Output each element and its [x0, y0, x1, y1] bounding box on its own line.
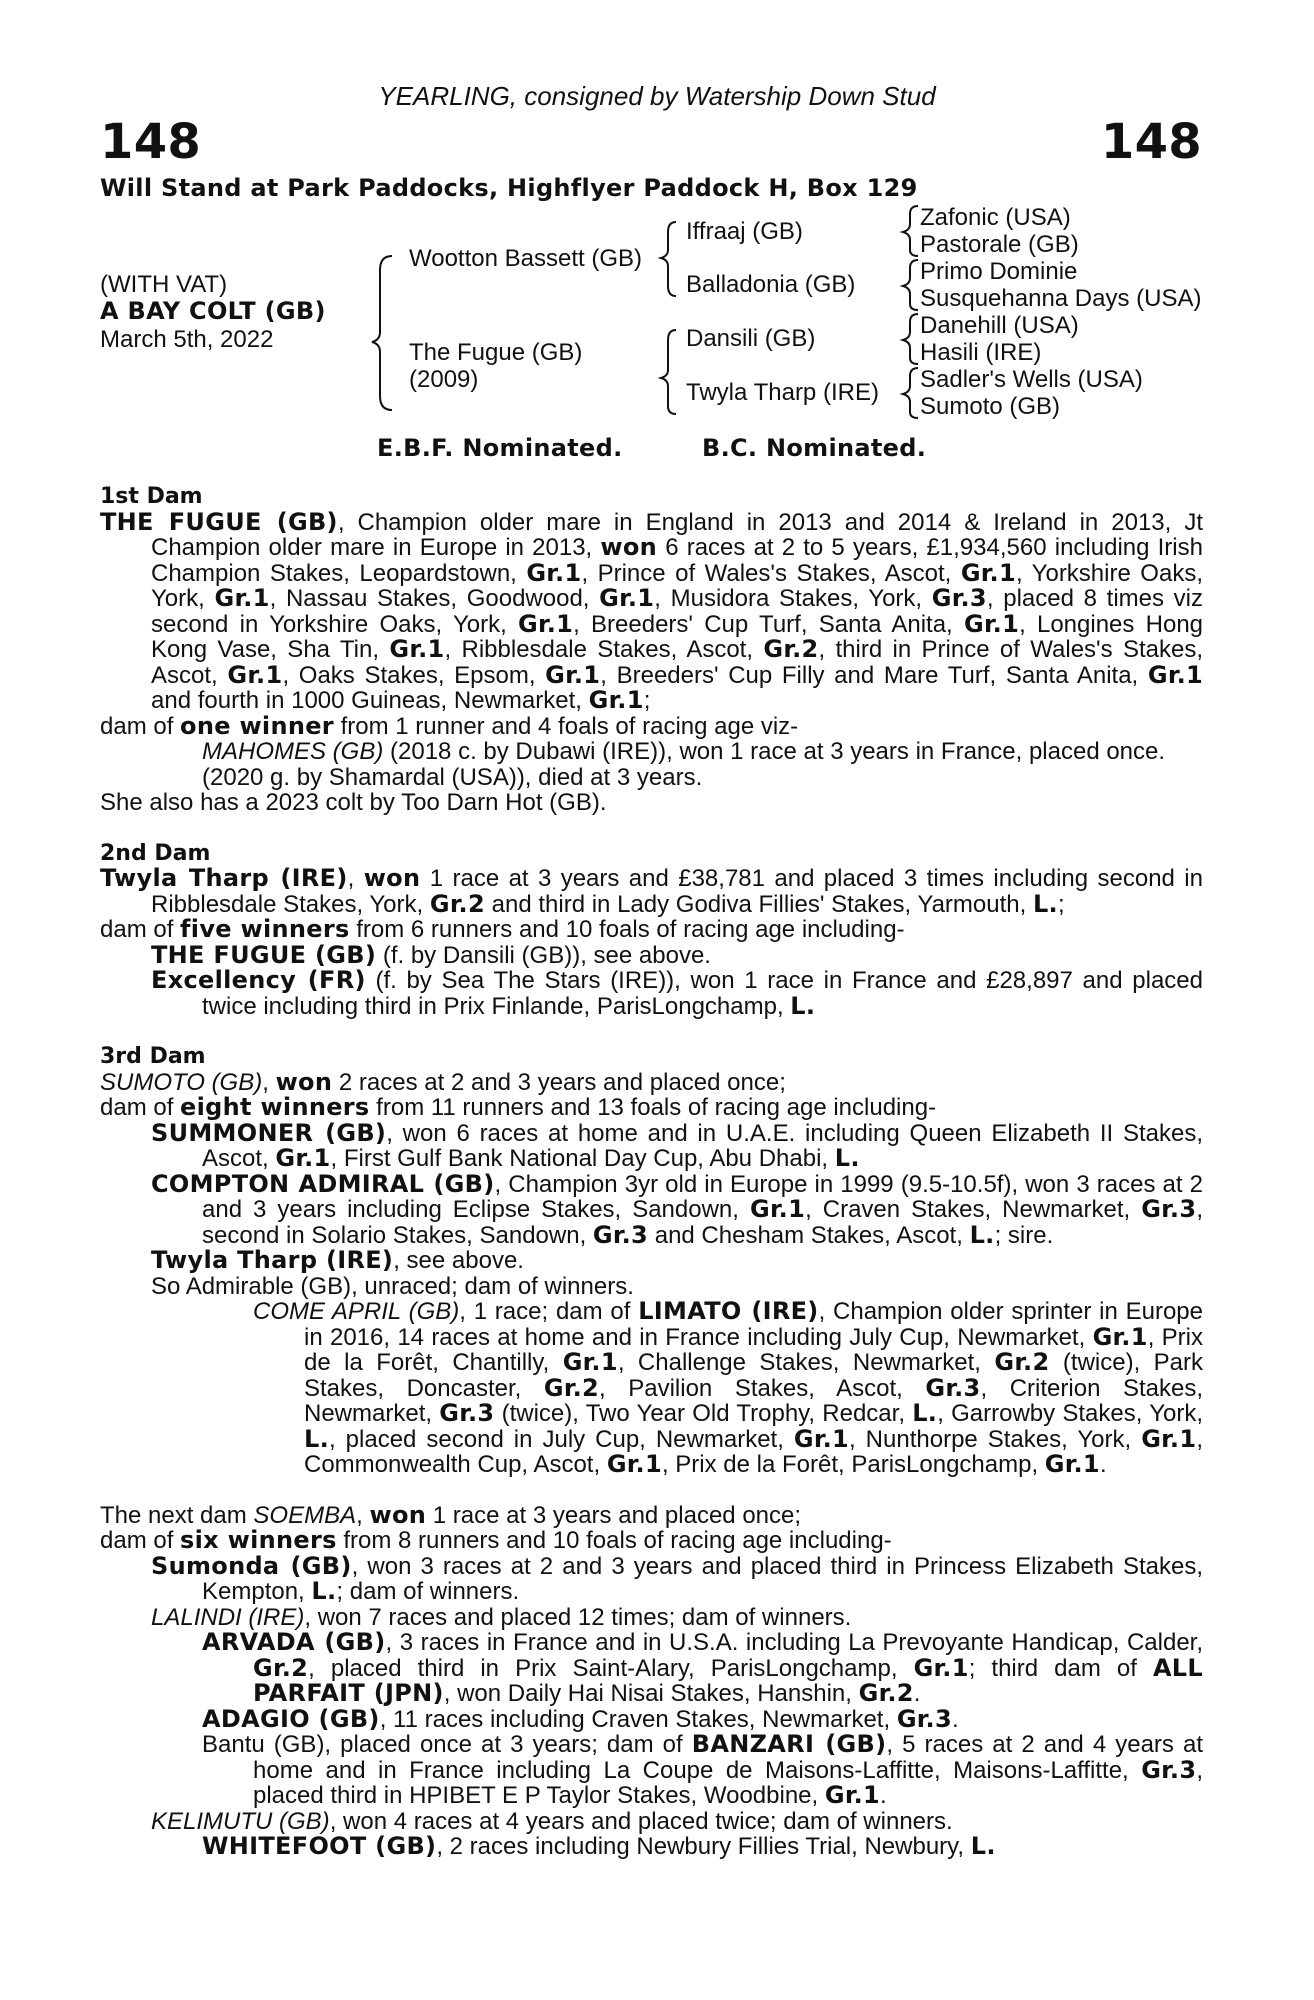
second-dam-produce-summary: dam of five winners from 6 runners and 10 foals of racing age including- [100, 915, 905, 943]
vat-note: (WITH VAT) [100, 271, 228, 298]
third-dam-progeny-summoner: SUMMONER (GB), won 6 races at home and in U.A.E. including Queen Elizabeth II Stakes, Ascot, Gr.1, First Gulf Bank National Day Cup, Abu Dhabi, L. [151, 1118, 1204, 1172]
dam-dam: Twyla Tharp (IRE) [686, 379, 879, 406]
third-dam-entry: SUMOTO (GB), won 2 races at 2 and 3 years and placed once; [100, 1067, 786, 1096]
next-dam-progeny-lalindi: LALINDI (IRE), won 7 races and placed 12 times; dam of winners. [151, 1603, 852, 1631]
third-dam-progeny-twyla: Twyla Tharp (IRE), see above. [151, 1246, 524, 1274]
first-dam-also: She also has a 2023 colt by Too Darn Hot (GB). [100, 789, 607, 816]
dam-bracket [661, 330, 676, 414]
dam-name: The Fugue (GB) [409, 339, 583, 366]
third-dam-progeny-so-admirable: So Admirable (GB), unraced; dam of winners. [151, 1272, 634, 1300]
lot-number-right: 148 [1100, 114, 1202, 170]
next-dam-produce-summary: dam of six winners from 8 runners and 10 foals of racing age including- [100, 1526, 892, 1554]
bc-nominated: B.C. Nominated. [702, 434, 927, 462]
sire-bracket [661, 222, 676, 296]
next-dam-progeny-arvada: ARVADA (GB), 3 races in France and in U.S.A. including La Prevoyante Handicap, Calder, Gr.2, placed third in Prix Saint-Alary, ParisLongchamp, Gr.1; third dam of ALL PARFAIT (JPN), won Daily Hai Nisai Stakes, Hanshin, Gr.2. [202, 1628, 1204, 1707]
third-dam-progeny-compton: COMPTON ADMIRAL (GB), Champion 3yr old in Europe in 1999 (9.5-10.5f), won 3 races at 2 and 3 years including Eclipse Stakes, Sandown, Gr.1, Craven Stakes, Newmarket, Gr.3, second in Solario Stakes, Sandown, Gr.3 and Chesham Stakes, Ascot, L.; sire. [151, 1169, 1203, 1249]
g4-bracket [903, 368, 918, 418]
first-dam-name: THE FUGUE (GB) [100, 507, 338, 536]
ancestor-3: Primo Dominie [920, 258, 1078, 285]
ancestor-2: Pastorale (GB) [920, 231, 1079, 258]
ancestor-4: Susquehanna Days (USA) [920, 285, 1202, 312]
foaling-date: March 5th, 2022 [100, 326, 274, 353]
consignor-caption: YEARLING, consigned by Watership Down Stud [378, 81, 936, 111]
next-dam-progeny-kelimutu: KELIMUTU (GB), won 4 races at 4 years and placed twice; dam of winners. [151, 1807, 953, 1835]
first-dam-progeny-2: (2020 g. by Shamardal (USA)), died at 3 years. [202, 763, 703, 791]
first-dam-entry: THE FUGUE (GB), Champion older mare in England in 2013 and 2014 & Ireland in 2013, Jt Champion older mare in Europe in 2013, won 6 races at 2 to 5 years, £1,934,560 including Irish Champion Stakes, Leopardstown, Gr.1, Prince of Wales's Stakes, Ascot, Gr.1, Yorkshire Oaks, York, Gr.1, Nassau Stakes, Goodwood, Gr.1, Musidora Stakes, York, Gr.3, placed 8 times viz second in Yorkshire Oaks, York, Gr.1, Breeders' Cup Turf, Santa Anita, Gr.1, Longines Hong Kong Vase, Sha Tin, Gr.1, Ribblesdale Stakes, Ascot, Gr.2, third in Prince of Wales's Stakes, Ascot, Gr.1, Oaks Stakes, Epsom, Gr.1, Breeders' Cup Filly and Mare Turf, Santa Anita, Gr.1 and fourth in 1000 Guineas, Newmarket, Gr.1; [100, 507, 1204, 714]
next-dam-progeny-sumonda: Sumonda (GB), won 3 races at 2 and 3 years and placed third in Princess Elizabeth Stakes, Kempton, L.; dam of winners. [151, 1551, 1204, 1605]
sire-sire: Iffraaj (GB) [686, 218, 803, 245]
ebf-nominated: E.B.F. Nominated. [377, 434, 623, 462]
ancestor-5: Danehill (USA) [920, 312, 1079, 339]
second-dam-entry: Twyla Tharp (IRE), won 1 race at 3 years and £38,781 and placed 3 times including second in Ribblesdale Stakes, York, Gr.2 and third in Lady Godiva Fillies' Stakes, Yarmouth, L.; [100, 864, 1203, 918]
pedigree-chart [0, 0, 1314, 460]
g3-bracket [903, 314, 918, 364]
third-dam-progeny-come-april: COME APRIL (GB), 1 race; dam of LIMATO (IRE), Champion older sprinter in Europe in 2016, 14 races at home and in France including July Cup, Newmarket, Gr.1, Prix de la Forêt, Chantilly, Gr.1, Challenge Stakes, Newmarket, Gr.2 (twice), Park Stakes, Doncaster, Gr.2, Pavilion Stakes, Ascot, Gr.3, Criterion Stakes, Newmarket, Gr.3 (twice), Two Year Old Trophy, Redcar, L., Garrowby Stakes, York, L., placed second in July Cup, Newmarket, Gr.1, Nunthorpe Stakes, York, Gr.1, Commonwealth Cup, Ascot, Gr.1, Prix de la Forêt, ParisLongchamp, Gr.1. [253, 1297, 1204, 1478]
ancestor-8: Sumoto (GB) [920, 393, 1061, 420]
sire-dam: Balladonia (GB) [686, 271, 856, 298]
stand-location: Will Stand at Park Paddocks, Highflyer Paddock H, Box 129 [100, 174, 918, 202]
second-dam-progeny-1: THE FUGUE (GB) (f. by Dansili (GB)), see above. [151, 940, 711, 969]
second-dam-heading: 2nd Dam [100, 840, 211, 866]
sire-name: Wootton Bassett (GB) [409, 245, 642, 272]
third-dam-produce-summary: dam of eight winners from 11 runners and 13 foals of racing age including- [100, 1093, 937, 1121]
second-dam-progeny-2: Excellency (FR) (f. by Sea The Stars (IRE)), won 1 race in France and £28,897 and placed twice including third in Prix Finlande, ParisLongchamp, L. [151, 966, 1204, 1020]
lot-number-left: 148 [100, 114, 202, 170]
ancestor-1: Zafonic (USA) [920, 204, 1071, 231]
ancestor-7: Sadler's Wells (USA) [920, 366, 1143, 393]
next-dam-progeny-bantu: Bantu (GB), placed once at 3 years; dam of BANZARI (GB), 5 races at 2 and 4 years at home and in France including La Coupe de Maisons-Laffitte, Maisons-Laffitte, Gr.3, placed third in HPIBET E P Taylor Stakes, Woodbine, Gr.1. [202, 1730, 1203, 1809]
ancestor-6: Hasili (IRE) [920, 339, 1042, 366]
g1-bracket [903, 206, 918, 256]
next-dam-progeny-whitefoot: WHITEFOOT (GB), 2 races including Newbury Fillies Trial, Newbury, L. [202, 1832, 996, 1860]
g2-bracket [903, 260, 918, 310]
main-bracket [372, 256, 392, 410]
horse-name: A BAY COLT (GB) [100, 297, 326, 325]
first-dam-heading: 1st Dam [100, 484, 203, 509]
first-dam-progeny-1: MAHOMES (GB) (2018 c. by Dubawi (IRE)), won 1 race at 3 years in France, placed once. [202, 738, 1166, 765]
third-dam-heading: 3rd Dam [100, 1044, 206, 1069]
first-dam-produce-summary: dam of one winner from 1 runner and 4 foals of racing age viz- [100, 711, 799, 740]
catalogue-text [100, 484, 1203, 1860]
dam-sire: Dansili (GB) [686, 325, 816, 352]
dam-year: (2009) [409, 366, 479, 393]
next-dam-entry: The next dam SOEMBA, won 1 race at 3 years and placed once; [100, 1500, 802, 1529]
next-dam-progeny-adagio: ADAGIO (GB), 11 races including Craven Stakes, Newmarket, Gr.3. [202, 1704, 959, 1733]
